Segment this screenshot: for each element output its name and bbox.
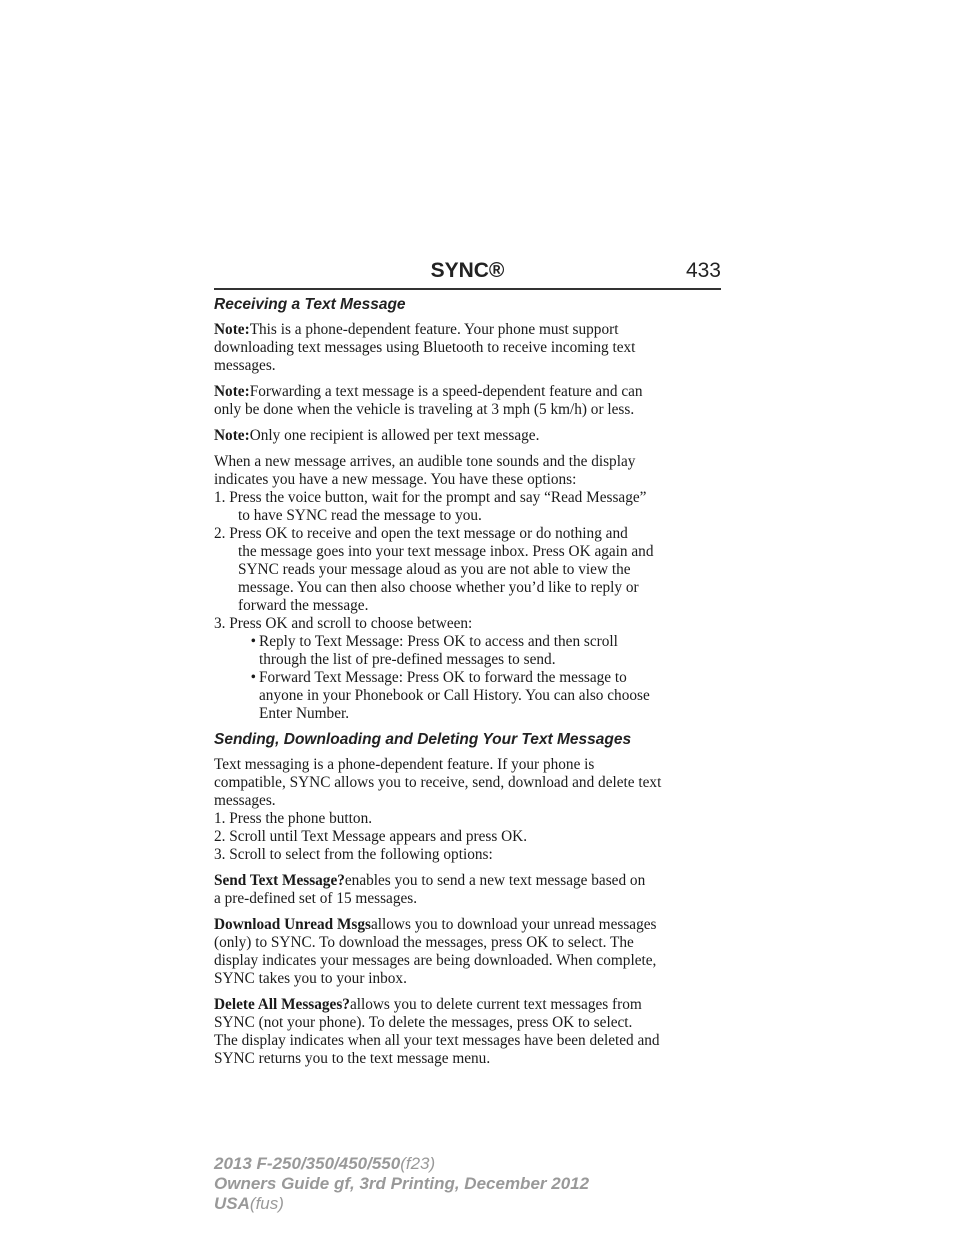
- note-label: Note:: [214, 427, 250, 444]
- page-header: [214, 258, 721, 290]
- bullet-icon: •: [250, 669, 256, 686]
- option-send-text-message: Send Text Message?enables you to send a new text message based on a pre-defined set of 15 messages.: [214, 872, 646, 907]
- chapter-title: SYNC®: [430, 259, 505, 282]
- step-3: 3. Press OK and scroll to choose between:: [214, 615, 473, 632]
- footer-model-line: 2013 F-250/350/450/550(f23): [214, 1154, 436, 1173]
- step-2: 2. Press OK to receive and open the text message or do nothing and: [214, 525, 628, 542]
- page-number: 433: [685, 259, 721, 282]
- option-term: Delete All Messages?: [214, 996, 350, 1013]
- step-2: 2. Scroll until Text Message appears and press OK.: [214, 828, 528, 845]
- page-footer: [214, 1154, 589, 1214]
- new-message-intro: When a new message arrives, an audible tone sounds and the display indicates you have a new message. You have these options: 1. Press the voice button, wait for the prompt and say “Read Message” to have SYNC read the message to you. 2. Press OK to receive and open the text message or do nothing and the message goes into your text message inbox. Press OK again and SYNC reads your message aloud as you are not able to view the message. You can then also choose whether you’d like to reply or forward the message. 3. Press OK and scroll to choose between: • Reply to Text Message: Press OK to access and then scroll through the list of pre-defined messages to send. • Forward Text Message: Press OK to forward the message to anyone in your Phonebook or Call History. You can also choose Enter Number.: [214, 453, 721, 723]
- note-label: Note:: [214, 383, 250, 400]
- step-1: 1. Press the voice button, wait for the prompt and say “Read Message”: [214, 489, 647, 506]
- footer-printing-line: Owners Guide gf, 3rd Printing, December 2012: [214, 1174, 590, 1193]
- footer-region-line: USA(fus): [214, 1194, 284, 1213]
- bullet-icon: •: [250, 633, 256, 650]
- option-delete-all: Delete All Messages?allows you to delete current text messages from SYNC (not your phone). To delete the messages, press OK to select. The display indicates when all your text messages have been deleted and SYNC returns you to the text message menu.: [214, 996, 660, 1067]
- note-1: Note:This is a phone-dependent feature. Your phone must support downloading text messages using Bluetooth to receive incoming text messages.: [214, 321, 636, 374]
- bullet-item: • Forward Text Message: Press OK to forward the message to anyone in your Phonebook or Call History. You can also choose Enter Number.: [214, 669, 721, 723]
- option-download-unread: Download Unread Msgsallows you to download your unread messages (only) to SYNC. To download the messages, press OK to select. The display indicates your messages are being downloaded. When complete, SYNC takes you to your inbox.: [214, 916, 657, 987]
- bullet-item: • Reply to Text Message: Press OK to access and then scroll through the list of pre-defined messages to send.: [214, 633, 721, 669]
- step-1: 1. Press the phone button.: [214, 810, 373, 827]
- note-3: Note:Only one recipient is allowed per text message.: [214, 427, 540, 444]
- option-term: Download Unread Msgs: [214, 916, 371, 933]
- page-content: [214, 296, 721, 1076]
- option-term: Send Text Message?: [214, 872, 345, 889]
- note-label: Note:: [214, 321, 250, 338]
- section-heading-receiving: Receiving a Text Message: [214, 296, 406, 313]
- section-heading-sending: Sending, Downloading and Deleting Your Text Messages: [214, 731, 632, 748]
- step-3: 3. Scroll to select from the following options:: [214, 846, 493, 863]
- note-2: Note:Forwarding a text message is a speed-dependent feature and can only be done when the vehicle is traveling at 3 mph (5 km/h) or less.: [214, 383, 643, 418]
- text-messaging-intro: Text messaging is a phone-dependent feature. If your phone is compatible, SYNC allows you to receive, send, download and delete text messages. 1. Press the phone button. 2. Scroll until Text Message appears and press OK. 3. Scroll to select from the following options:: [214, 756, 721, 864]
